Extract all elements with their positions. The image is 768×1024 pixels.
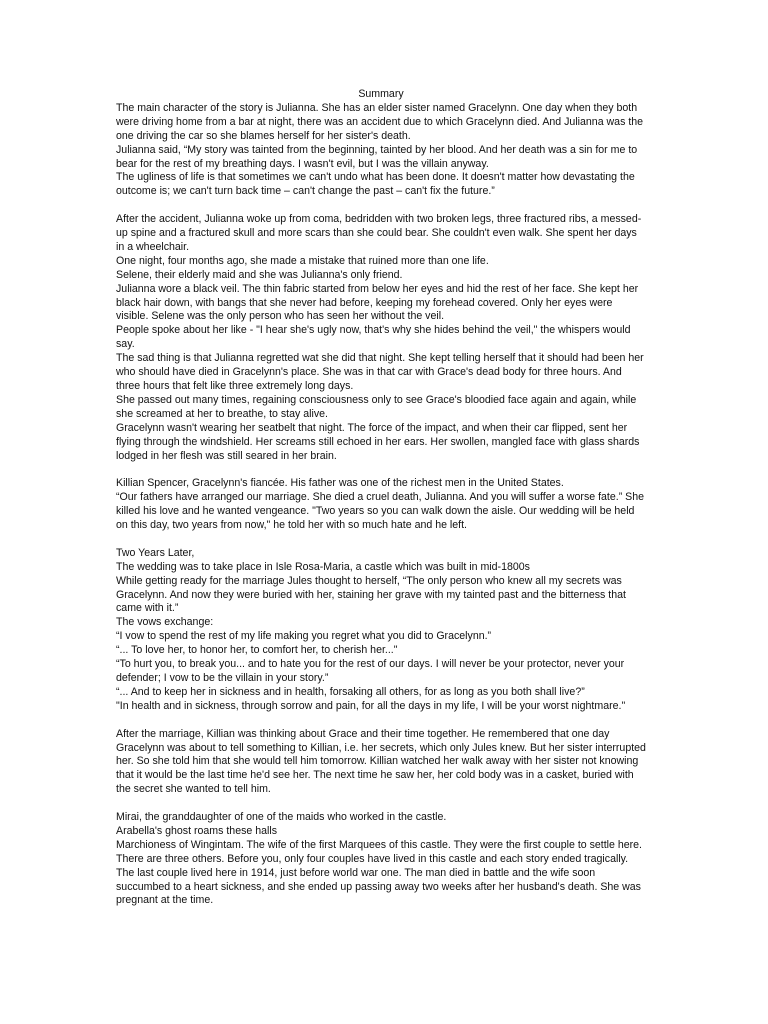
- paragraph-list: [116, 102, 646, 908]
- paragraph: Selene, their elderly maid and she was Julianna's only friend.: [116, 268, 403, 281]
- paragraph: People spoke about her like - "I hear she's ugly now, that's why she hides behind the veil," the whispers would say.: [116, 324, 631, 351]
- paragraph: The wedding was to take place in Isle Rosa-Maria, a castle which was built in mid-1800s: [116, 560, 530, 573]
- paragraph: Mirai, the granddaughter of one of the maids who worked in the castle.: [116, 811, 447, 824]
- paragraph: The sad thing is that Julianna regretted wat she did that night. She kept telling herself that it should had been her who should have died in Gracelynn's place. She was in that car with Grace's dead body for three hours. And three hours that felt like three extremely long days.: [116, 352, 644, 393]
- paragraph: The ugliness of life is that sometimes we can't undo what has been done. It doesn't matter how devastating the outcome is; we can't turn back time – can't change the past – can't fix the future.”: [116, 171, 635, 198]
- paragraph: The vows exchange:: [116, 616, 214, 629]
- paragraph: After the accident, Julianna woke up from coma, bedridden with two broken legs, three fractured ribs, a messed-up spine and a fractured skull and more scars than she could bear. She couldn't even walk. She spent her days in a wheelchair.: [116, 213, 642, 253]
- paragraph: Julianna said, “My story was tainted from the beginning, tainted by her blood. And her death was a sin for me to bear for the rest of my breathing days. I wasn't evil, but I was the villain anyway.: [116, 143, 638, 170]
- paragraph: Killian Spencer, Gracelynn's fiancée. His father was one of the richest men in the United States.: [116, 477, 564, 490]
- paragraph: “Our fathers have arranged our marriage. She died a cruel death, Julianna. And you will suffer a worse fate.” She killed his love and he wanted vengeance. "Two years so you can walk down the aisle. Our wedding will be held on this day, two years from now," he told her with so much hate and he left.: [116, 491, 645, 532]
- document-body: [116, 88, 646, 908]
- paragraph: She passed out many times, regaining consciousness only to see Grace's bloodied face again and again, while she screamed at her to breathe, to stay alive.: [116, 393, 637, 420]
- paragraph: Arabella's ghost roams these halls: [116, 824, 278, 837]
- paragraph: While getting ready for the marriage Jules thought to herself, “The only person who knew all my secrets was Gracelynn. And now they were buried with her, staining her grave with my tainted past and the bitterness that came with it.”: [116, 574, 626, 615]
- paragraph: The main character of the story is Julianna. She has an elder sister named Gracelynn. One day when they both were driving home from a bar at night, there was an accident due to which Gracelynn died. And Julianna was the one driving the car so she blames herself for her sister's death.: [116, 101, 644, 142]
- blank-line: [116, 714, 646, 728]
- paragraph: Julianna wore a black veil. The thin fabric started from below her eyes and hid the rest of her face. She kept her black hair down, with bangs that she never had before, keeping my forehead covered. Only her eyes were visible. Selene was the only person who has seen her without the veil.: [116, 282, 639, 323]
- paragraph: After the marriage, Killian was thinking about Grace and their time together. He remembered that one day Gracelynn was about to tell something to Killian, i.e. her secrets, which only Jules knew. But her sister interrupted her. So she told him that she would tell him tomorrow. Killian watched her walk away with her sister not knowing that it would be the last time he'd see her. The next time he saw her, her cold body was in a casket, buried with the secret she wanted to tell him.: [116, 727, 646, 796]
- blank-line: [116, 533, 646, 547]
- blank-line: [116, 199, 646, 213]
- paragraph: “... To love her, to honor her, to comfort her, to cherish her...": [116, 644, 398, 657]
- paragraph: “To hurt you, to break you... and to hate you for the rest of our days. I will never be your protector, never your defender; I vow to be the villain in your story.”: [116, 658, 625, 685]
- blank-line: [116, 463, 646, 477]
- document-title: Summary: [358, 88, 404, 100]
- paragraph: “I vow to spend the rest of my life making you regret what you did to Gracelynn.”: [116, 630, 492, 643]
- paragraph: “... And to keep her in sickness and in health, forsaking all others, for as long as you both shall live?”: [116, 685, 585, 698]
- blank-line: [116, 797, 646, 811]
- paragraph: "In health and in sickness, through sorrow and pain, for all the days in my life, I will be your worst nightmare.": [116, 699, 626, 712]
- paragraph: Gracelynn wasn't wearing her seatbelt that night. The force of the impact, and when their car flipped, sent her flying through the windshield. Her screams still echoed in her ears. Her swollen, mangled face with glass shards lodged in her flesh was still seared in her brain.: [116, 421, 640, 462]
- paragraph: One night, four months ago, she made a mistake that ruined more than one life.: [116, 254, 489, 267]
- paragraph: Two Years Later,: [116, 546, 195, 559]
- paragraph: Marchioness of Wingintam. The wife of the first Marquees of this castle. They were the first couple to settle here. There are three others. Before you, only four couples have lived in this castle and each story ended tragically. The last couple lived here in 1914, just before world war one. The man died in battle and the wife soon succumbed to a heart sickness, and she ended up passing away two weeks after her husband's death. She was pregnant at the time.: [116, 838, 643, 907]
